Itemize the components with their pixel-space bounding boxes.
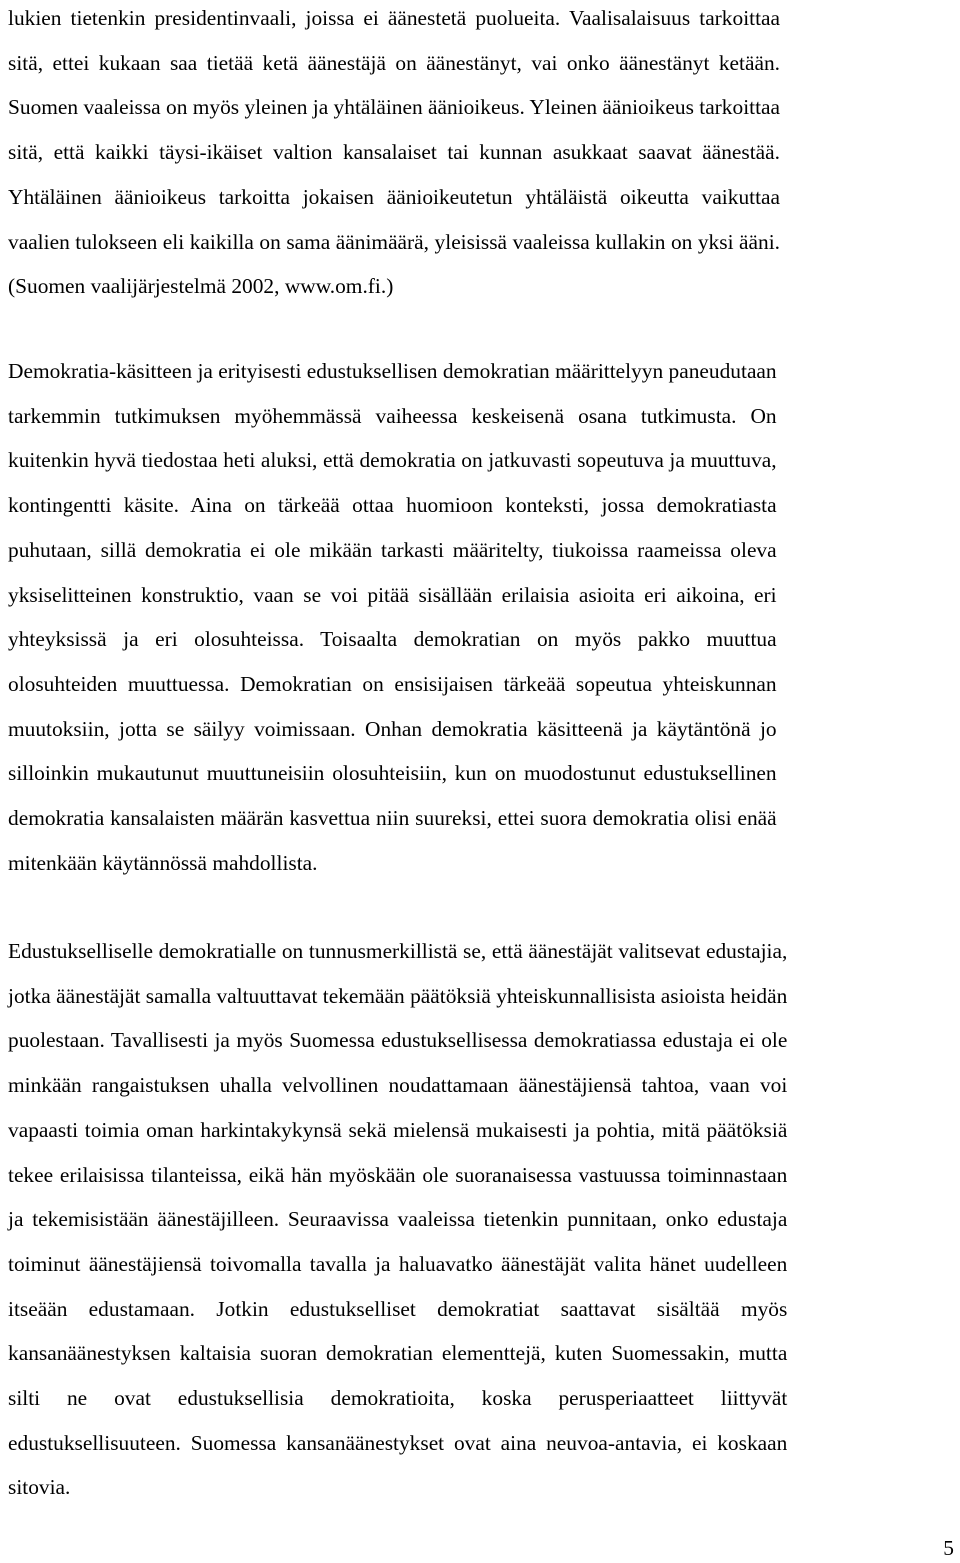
paragraph-line: yhteyksissä ja eri olosuhteissa. Toisaalta demokratian on myös pakko muuttua [8,627,777,652]
paragraph-line: lukien tietenkin presidentinvaali, joissa ei äänestetä puolueita. Vaalisalaisuus tarkoittaa [8,6,781,30]
paragraph-line: edustuksellisuuteen. Suomessa kansanäänestykset ovat aina neuvoa-antavia, ei koskaan [8,1430,788,1455]
paragraph-line: Suomen vaaleissa on myös yleinen ja yhtäläinen äänioikeus. Yleinen äänioikeus tarkoittaa [8,95,781,120]
paragraph-line: toiminut äänestäjiensä toivomalla tavalla ja haluavatko äänestäjät valita hänet uudelleen [8,1251,788,1276]
paragraph-line: demokratia kansalaisten määrän kasvettua niin suureksi, ettei suora demokratia olisi enää [8,806,777,831]
page-number: 5 [943,1536,954,1560]
paragraph-line: puolestaan. Tavallisesti ja myös Suomessa edustuksellisessa demokratiassa edustaja ei ole [8,1028,788,1053]
paragraph-line: kuitenkin hyvä tiedostaa heti aluksi, että demokratia on jatkuvasti sopeutuva ja muuttuva, [8,448,777,473]
paragraph-line: ja tekemisistään äänestäjilleen. Seuraavissa vaaleissa tietenkin punnitaan, onko edustaja [8,1207,788,1232]
paragraph-line: muutoksiin, jotta se säilyy voimissaan. Onhan demokratia käsitteenä ja käytäntönä jo [8,716,777,741]
paragraph-line: (Suomen vaalijärjestelmä 2002, www.om.fi.) [8,274,394,299]
paragraph-line: tarkemmin tutkimuksen myöhemmässä vaiheessa keskeisenä osana tutkimusta. On [8,403,777,428]
paragraph-representative-democracy [8,929,787,1510]
paragraph-democracy-concept [8,349,777,885]
paragraph-line: silti ne ovat edustuksellisia demokratioita, koska perusperiaatteet liittyvät [8,1386,788,1411]
paragraph-line: Edustukselliselle demokratialle on tunnusmerkillistä se, että äänestäjät valitsevat edustajia, [8,939,788,963]
paragraph-line: kansanäänestyksen kaltaisia suoran demokratian elementtejä, kuten Suomessakin, mutta [8,1341,788,1366]
paragraph-line: vaalien tulokseen eli kaikilla on sama äänimäärä, yleisissä vaaleissa kullakin on yksi ääni. [8,229,781,254]
paragraph-line: Yhtäläinen äänioikeus tarkoitta jokaisen äänioikeutetun yhtäläistä oikeutta vaikuttaa [8,184,781,209]
paragraph-voting-rights [8,0,780,309]
paragraph-line: sitä, ettei kukaan saa tietää ketä äänestäjä on äänestänyt, vai onko äänestänyt ketään. [8,50,781,75]
paragraph-line: mitenkään käytännössä mahdollista. [8,850,318,875]
paragraph-line: vapaasti toimia oman harkintakykynsä sekä mielensä mukaisesti ja pohtia, mitä päätöksiä [8,1117,788,1142]
paragraph-line: kontingentti käsite. Aina on tärkeää ottaa huomioon konteksti, jossa demokratiasta [8,493,777,518]
paragraph-line: sitovia. [8,1475,71,1500]
paragraph-line: itseään edustamaan. Jotkin edustukselliset demokratiat saattavat sisältää myös [8,1296,788,1321]
paragraph-line: sitä, että kaikki täysi-ikäiset valtion kansalaiset tai kunnan asukkaat saavat äänestää. [8,140,781,165]
paragraph-line: jotka äänestäjät samalla valtuuttavat tekemään päätöksiä yhteiskunnallisista asioista heidän [8,983,788,1008]
paragraph-line: minkään rangaistuksen uhalla velvollinen noudattamaan äänestäjiensä tahtoa, vaan voi [8,1073,788,1098]
paragraph-line: silloinkin mukautunut muuttuneisiin olosuhteisiin, kun on muodostunut edustuksellinen [8,761,777,786]
paragraph-line: Demokratia-käsitteen ja erityisesti edustuksellisen demokratian määrittelyyn paneudutaan [8,359,777,383]
paragraph-line: yksiselitteinen konstruktio, vaan se voi pitää sisällään erilaisia asioita eri aikoina, eri [8,582,777,607]
paragraph-line: olosuhteiden muuttuessa. Demokratian on ensisijaisen tärkeää sopeutua yhteiskunnan [8,671,777,696]
paragraph-line: puhutaan, sillä demokratia ei ole mikään tarkasti määritelty, tiukoissa raameissa oleva [8,537,777,562]
paragraph-line: tekee erilaisissa tilanteissa, eikä hän myöskään ole suoranaisessa vastuussa toiminnastaan [8,1162,788,1187]
